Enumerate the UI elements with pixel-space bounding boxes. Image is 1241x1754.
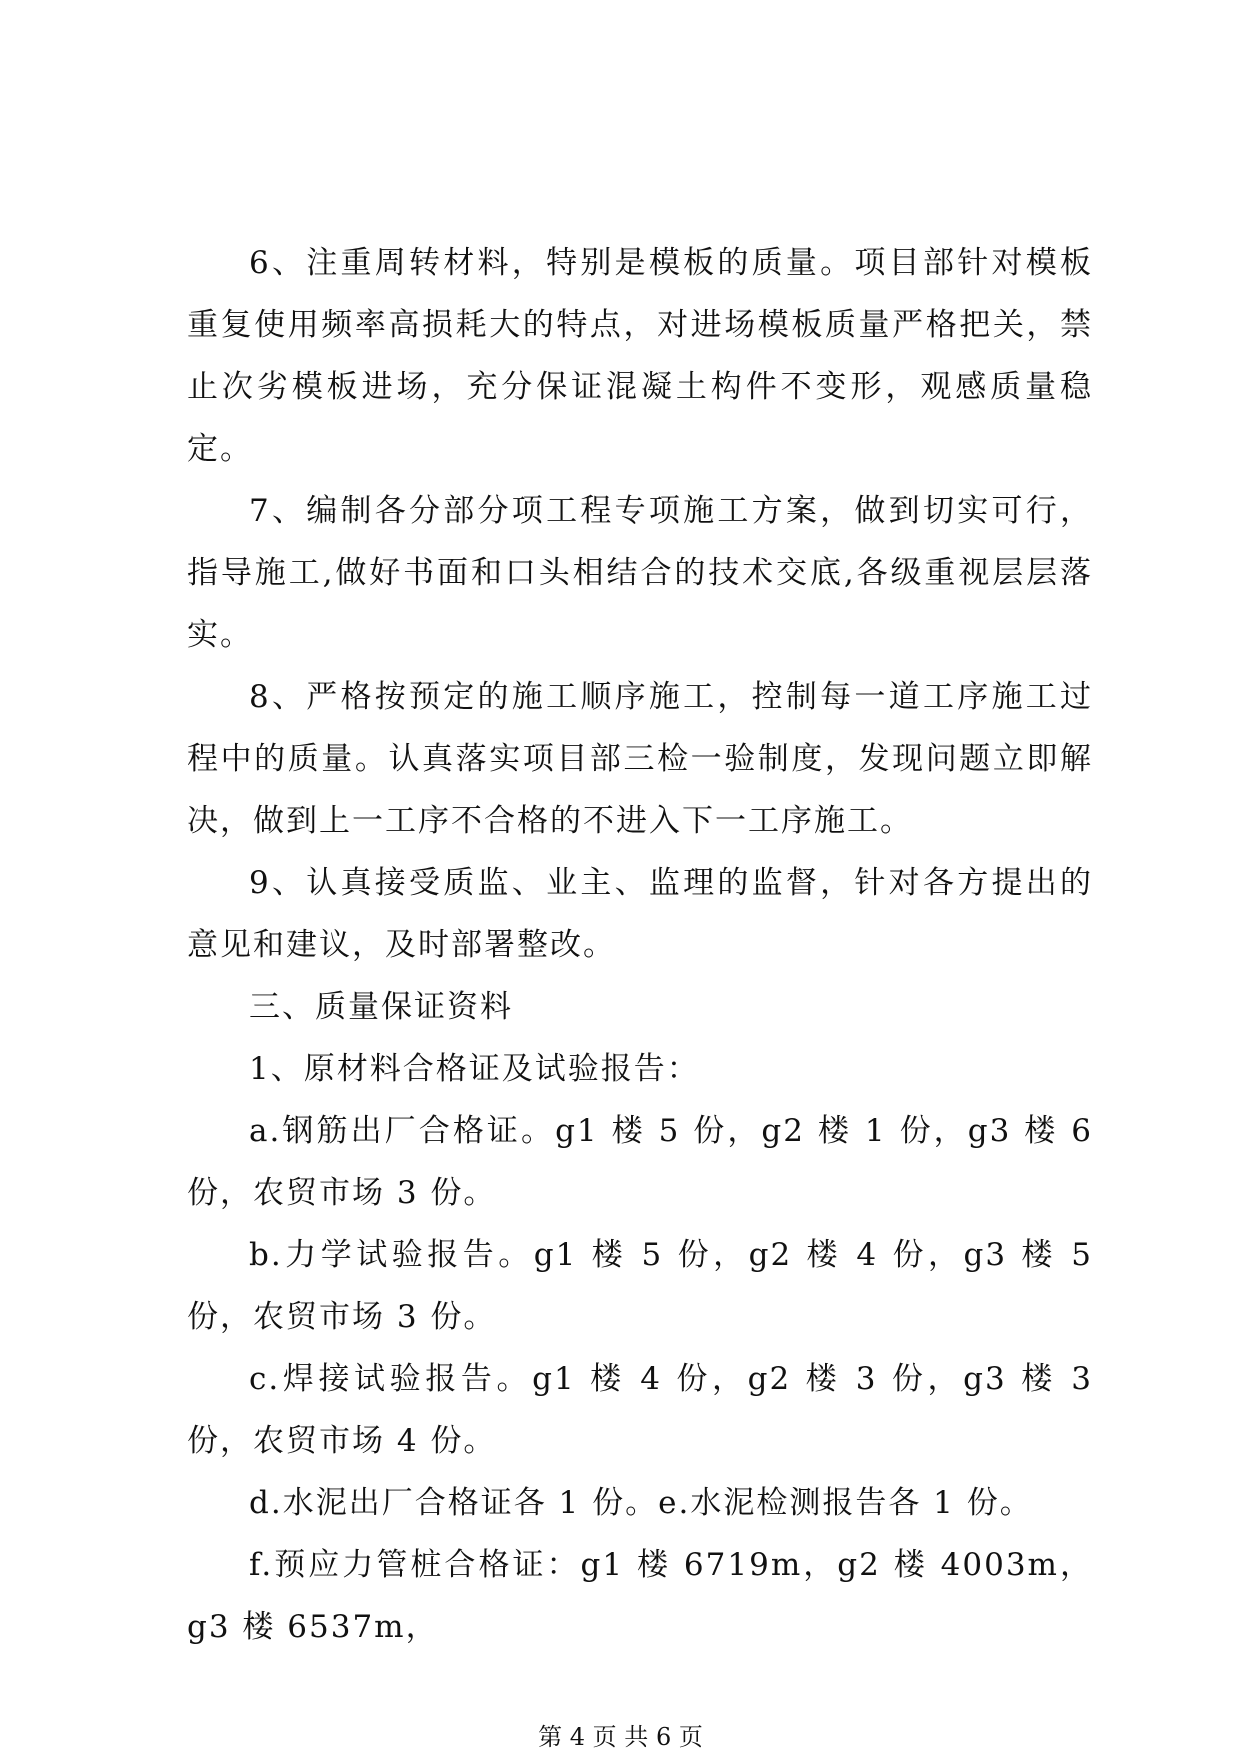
document-body: [187, 232, 1093, 1658]
list-item-c: c.焊接试验报告。g1 楼 4 份，g2 楼 3 份，g3 楼 3 份，农贸市场 4 份。: [187, 1361, 1093, 1459]
section-heading: 三、质量保证资料: [249, 989, 513, 1025]
paragraph-item-6: 6、注重周转材料，特别是模板的质量。项目部针对模板重复使用频率高损耗大的特点，对进场模板质量严格把关，禁止次劣模板进场，充分保证混凝土构件不变形，观感质量稳定。: [187, 245, 1093, 467]
list-item-a: a.钢筋出厂合格证。g1 楼 5 份，g2 楼 1 份，g3 楼 6 份，农贸市场 3 份。: [187, 1113, 1093, 1211]
page-footer: [0, 1722, 1241, 1752]
list-item-b: b.力学试验报告。g1 楼 5 份，g2 楼 4 份，g3 楼 5 份，农贸市场 3 份。: [187, 1237, 1093, 1335]
page-number: 第 4 页 共 6 页: [538, 1723, 703, 1751]
paragraph-item-8: 8、严格按预定的施工顺序施工，控制每一道工序施工过程中的质量。认真落实项目部三检一验制度，发现问题立即解决，做到上一工序不合格的不进入下一工序施工。: [187, 679, 1093, 839]
list-item-f: f.预应力管桩合格证：g1 楼 6719m，g2 楼 4003m，g3 楼 6537m，: [187, 1547, 1093, 1645]
list-item-d-e: d.水泥出厂合格证各 1 份。e.水泥检测报告各 1 份。: [249, 1485, 1033, 1521]
paragraph-item-9: 9、认真接受质监、业主、监理的监督，针对各方提出的意见和建议，及时部署整改。: [187, 865, 1093, 963]
paragraph-item-7: 7、编制各分部分项工程专项施工方案，做到切实可行，指导施工,做好书面和口头相结合的技术交底,各级重视层层落实。: [187, 493, 1093, 653]
subsection-heading: 1、原材料合格证及试验报告：: [249, 1051, 700, 1087]
